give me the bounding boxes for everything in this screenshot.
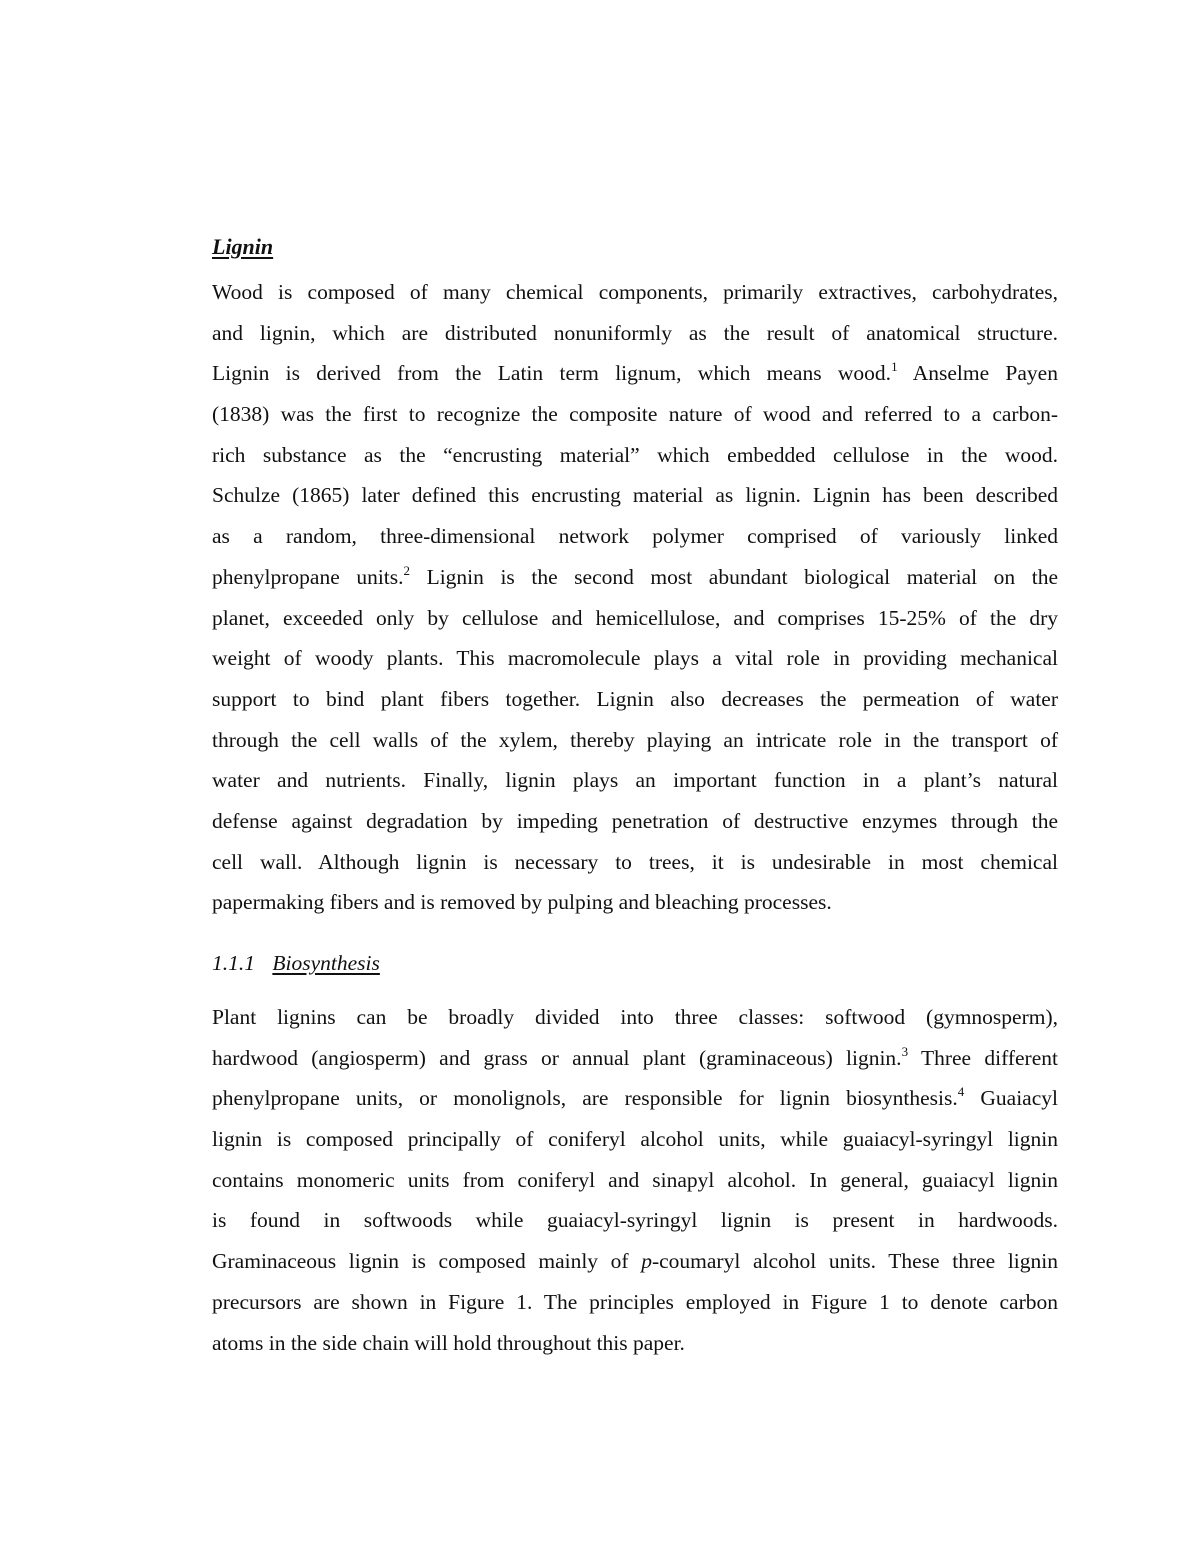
text-line bbox=[212, 557, 1058, 598]
paragraph-intro bbox=[212, 272, 1058, 923]
text-line bbox=[212, 720, 1058, 761]
text-line bbox=[212, 394, 1058, 435]
text-segment: Lignin is the second most abundant biological material on the bbox=[410, 564, 1058, 589]
text-segment: and lignin, which are distributed nonuniformly as the result of anatomical structure. bbox=[212, 320, 1058, 345]
italic-text: p bbox=[641, 1249, 652, 1274]
text-segment: Three different bbox=[908, 1045, 1058, 1070]
text-line bbox=[212, 1119, 1058, 1160]
subsection-title: Biosynthesis bbox=[272, 951, 380, 975]
text-segment: is found in softwoods while guaiacyl-syringyl lignin is present in hardwoods. bbox=[212, 1208, 1058, 1233]
text-segment: water and nutrients. Finally, lignin plays an important function in a plant’s natural bbox=[212, 768, 1058, 793]
text-segment: as a random, three-dimensional network polymer comprised of variously linked bbox=[212, 524, 1058, 549]
text-segment: precursors are shown in Figure 1. The principles employed in Figure 1 to denote carbon bbox=[212, 1289, 1058, 1314]
text-line bbox=[212, 1038, 1058, 1079]
text-segment: Lignin is derived from the Latin term lignum, which means wood. bbox=[212, 361, 892, 386]
text-line bbox=[212, 1282, 1058, 1323]
text-line bbox=[212, 1160, 1058, 1201]
text-segment: -coumaryl alcohol units. These three lignin bbox=[651, 1249, 1058, 1274]
text-segment: papermaking fibers and is removed by pulping and bleaching processes. bbox=[212, 890, 832, 915]
text-line bbox=[212, 313, 1058, 354]
text-segment: rich substance as the “encrusting material” which embedded cellulose in the wood. bbox=[212, 442, 1058, 467]
text-segment: cell wall. Although lignin is necessary to trees, it is undesirable in most chemical bbox=[212, 849, 1058, 874]
text-segment: contains monomeric units from coniferyl and sinapyl alcohol. In general, guaiacyl lignin bbox=[212, 1167, 1058, 1192]
paragraph-biosynthesis bbox=[212, 997, 1058, 1363]
text-line bbox=[212, 353, 1058, 394]
section-heading: Lignin bbox=[212, 234, 274, 259]
text-segment: Guaiacyl bbox=[964, 1086, 1058, 1111]
text-line bbox=[212, 516, 1058, 557]
text-line bbox=[212, 679, 1058, 720]
footnote-reference: 2 bbox=[403, 562, 411, 578]
text-line bbox=[212, 997, 1058, 1038]
subsection-number: 1.1.1 bbox=[212, 951, 255, 975]
text-segment: support to bind plant fibers together. Lignin also decreases the permeation of water bbox=[212, 686, 1058, 711]
text-line bbox=[212, 272, 1058, 313]
text-line bbox=[212, 598, 1058, 639]
text-segment: Schulze (1865) later defined this encrusting material as lignin. Lignin has been described bbox=[212, 483, 1058, 508]
text-line bbox=[212, 638, 1058, 679]
text-line bbox=[212, 475, 1058, 516]
text-segment: defense against degradation by impeding penetration of destructive enzymes through the bbox=[212, 808, 1058, 833]
text-segment: hardwood (angiosperm) and grass or annual plant (graminaceous) lignin. bbox=[212, 1045, 902, 1070]
footnote-reference: 3 bbox=[901, 1043, 909, 1059]
text-line bbox=[212, 435, 1058, 476]
subsection-heading bbox=[212, 951, 380, 976]
text-segment: Anselme Payen bbox=[897, 361, 1058, 386]
text-line bbox=[212, 1078, 1058, 1119]
text-segment: phenylpropane units. bbox=[212, 564, 404, 589]
text-segment: lignin is composed principally of coniferyl alcohol units, while guaiacyl-syringyl lignin bbox=[212, 1127, 1058, 1152]
text-segment: (1838) was the first to recognize the composite nature of wood and referred to a carbon- bbox=[212, 402, 1058, 427]
text-segment: Plant lignins can be broadly divided into three classes: softwood (gymnosperm), bbox=[212, 1005, 1058, 1029]
text-line bbox=[212, 882, 1058, 923]
footnote-reference: 4 bbox=[957, 1084, 965, 1100]
text-line bbox=[212, 801, 1058, 842]
text-line bbox=[212, 842, 1058, 883]
text-segment: atoms in the side chain will hold throughout this paper. bbox=[212, 1330, 685, 1355]
text-line bbox=[212, 1200, 1058, 1241]
text-segment: Wood is composed of many chemical components, primarily extractives, carbohydrates, bbox=[212, 280, 1058, 304]
text-segment: phenylpropane units, or monolignols, are responsible for lignin biosynthesis. bbox=[212, 1086, 958, 1111]
text-segment: weight of woody plants. This macromolecule plays a vital role in providing mechanical bbox=[212, 646, 1058, 671]
text-line bbox=[212, 1323, 1058, 1364]
text-line bbox=[212, 1241, 1058, 1282]
text-line bbox=[212, 760, 1058, 801]
text-segment: Graminaceous lignin is composed mainly of bbox=[212, 1249, 642, 1274]
text-segment: through the cell walls of the xylem, thereby playing an intricate role in the transport of bbox=[212, 727, 1058, 752]
text-segment: planet, exceeded only by cellulose and hemicellulose, and comprises 15-25% of the dry bbox=[212, 605, 1058, 630]
footnote-reference: 1 bbox=[891, 359, 898, 375]
